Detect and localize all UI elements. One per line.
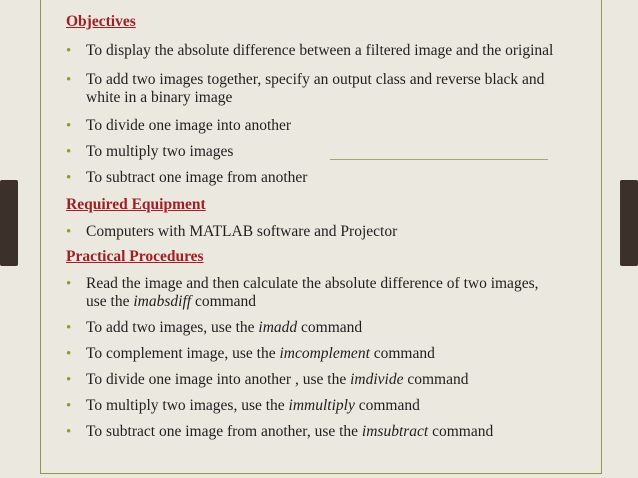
procedures-heading: Practical Procedures bbox=[66, 248, 204, 265]
objective-text: To add two images together, specify an output class and reverse black and bbox=[86, 71, 545, 88]
bullet-icon: • bbox=[66, 224, 72, 240]
command-name: imdivide bbox=[350, 371, 404, 388]
objectives-heading: Objectives bbox=[66, 13, 136, 30]
procedure-text-post: command bbox=[369, 345, 435, 362]
bullet-icon: • bbox=[66, 320, 72, 336]
procedure-text-pre: To add two images, use the bbox=[86, 319, 259, 336]
procedure-text bbox=[86, 422, 493, 442]
procedure-text-pre: To complement image, use the bbox=[86, 345, 280, 362]
procedure-text-post: command bbox=[191, 293, 257, 310]
procedure-text bbox=[86, 318, 362, 338]
procedure-text-post: command bbox=[428, 423, 494, 440]
bullet-icon: • bbox=[66, 424, 72, 440]
command-name: imadd bbox=[258, 319, 298, 336]
command-name: imabsdiff bbox=[133, 293, 192, 310]
left-side-bar bbox=[0, 180, 18, 266]
bullet-icon: • bbox=[66, 346, 72, 362]
objective-text: To display the absolute difference between a filtered image and the original bbox=[86, 42, 554, 59]
command-name: imsubtract bbox=[361, 423, 429, 440]
procedure-text bbox=[86, 370, 468, 390]
equipment-text: Computers with MATLAB software and Projector bbox=[86, 223, 398, 240]
objective-text-continued: white in a binary image bbox=[86, 89, 233, 106]
procedure-text-post: command bbox=[354, 397, 420, 414]
bullet-icon: • bbox=[66, 43, 72, 59]
bullet-icon: • bbox=[66, 372, 72, 388]
bullet-icon: • bbox=[66, 398, 72, 414]
objective-text: To multiply two images bbox=[86, 143, 234, 160]
bullet-icon: • bbox=[66, 170, 72, 186]
right-side-bar bbox=[620, 180, 638, 266]
command-name: immultiply bbox=[288, 397, 355, 414]
objective-text: To divide one image into another bbox=[86, 117, 292, 134]
procedure-text-pre: To divide one image into another , use the bbox=[86, 371, 351, 388]
procedure-text-pre: To multiply two images, use the bbox=[86, 397, 289, 414]
procedure-text-post: command bbox=[403, 371, 469, 388]
bullet-icon: • bbox=[66, 276, 72, 292]
command-name: imcomplement bbox=[279, 345, 370, 362]
procedure-text: Read the image and then calculate the absolute difference of two images, bbox=[86, 275, 539, 292]
bullet-icon: • bbox=[66, 144, 72, 160]
procedure-text-pre: use the bbox=[86, 293, 134, 310]
procedure-text-post: command bbox=[297, 319, 363, 336]
divider-line bbox=[330, 159, 548, 160]
objective-text: To subtract one image from another bbox=[86, 169, 308, 186]
bullet-icon: • bbox=[66, 72, 72, 88]
procedure-text-continued bbox=[86, 292, 256, 312]
equipment-heading: Required Equipment bbox=[66, 196, 206, 213]
procedure-text bbox=[86, 344, 435, 364]
bullet-icon: • bbox=[66, 118, 72, 134]
procedure-text bbox=[86, 396, 420, 416]
procedure-text-pre: To subtract one image from another, use the bbox=[86, 423, 362, 440]
